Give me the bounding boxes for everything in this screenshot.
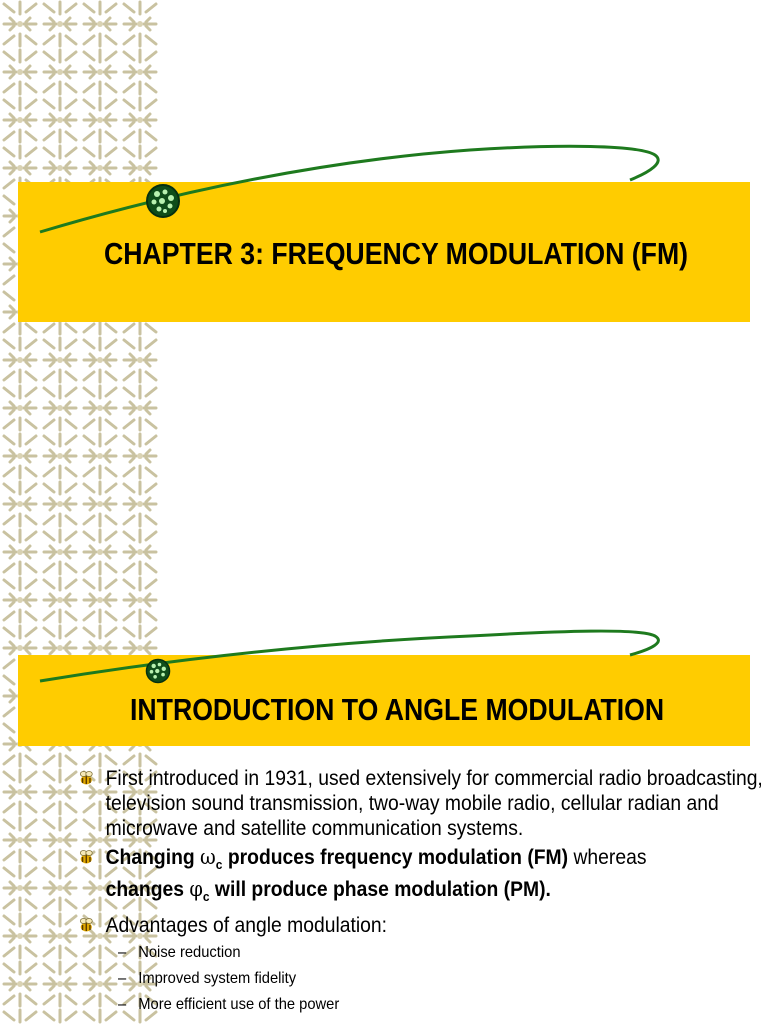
bullet-list	[78, 766, 763, 942]
bullet-item: First introduced in 1931, used extensively for commercial radio broadcasting, television sound transmission, two-way mobile radio, cellular radian and microwave and satellite communication systems.	[78, 766, 768, 841]
sub-bullet-item: – Improved system fidelity	[118, 970, 297, 987]
sub-bullet-list	[118, 940, 359, 1018]
globe-bullet-icon	[145, 658, 171, 684]
sub-bullet-item: – More efficient use of the power	[118, 996, 340, 1013]
slide-1-title: CHAPTER 3: FREQUENCY MODULATION (FM)	[104, 236, 689, 271]
slide-2	[0, 576, 768, 1024]
bullet-item: Advantages of angle modulation:	[78, 913, 768, 938]
bullet-item: Changing $\omega_c$ produces frequency modulation (FM) whereas changes $\varphi_c$ will produce phase modulation (PM).	[78, 845, 768, 909]
globe-bullet-icon	[145, 183, 181, 219]
bee-bullet-icon	[78, 916, 95, 934]
slide-2-title: INTRODUCTION TO ANGLE MODULATION	[130, 692, 665, 727]
bee-bullet-icon	[78, 769, 95, 787]
sub-bullet-item: – Noise reduction	[118, 944, 241, 961]
bee-bullet-icon	[78, 848, 95, 866]
